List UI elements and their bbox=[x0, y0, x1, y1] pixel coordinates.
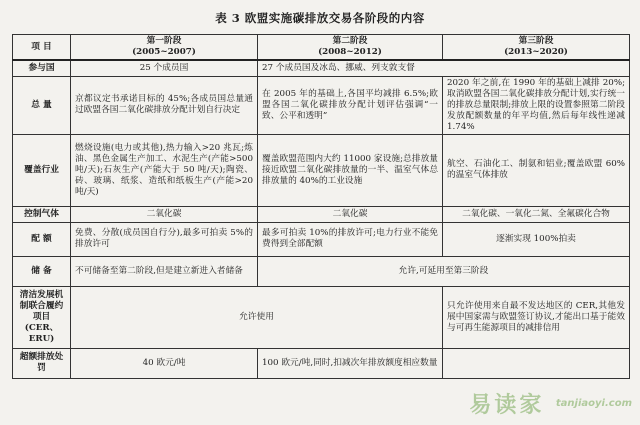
total-phase-3: 2020 年之前,在 1990 年的基础上减排 20%;取消欧盟各国二氧化碳排放分配计划,实行统一的排放总量限制;排放上限的设置参照第二阶段发放配额数量的年平均值,然后每年线性递减 1.74% bbox=[443, 76, 630, 134]
row-allocation bbox=[13, 222, 630, 256]
coverage-phase-2: 覆盖欧盟范围内大约 11000 家设施;总排放量接近欧盟二氧化碳排放量的一半、温室气体总排放量的 40%的工业设施 bbox=[258, 134, 443, 206]
total-phase-2: 在 2005 年的基础上,各国平均减排 6.5%;欧盟各国二氧化碳排放分配计划评估强调“一致、公平和透明” bbox=[258, 76, 443, 134]
phase-3-years: (2013~2020) bbox=[504, 47, 568, 57]
banking-phase-2-3: 允许,可延用至第三阶段 bbox=[258, 256, 630, 286]
row-gas bbox=[13, 206, 630, 222]
row-cdm bbox=[13, 286, 630, 348]
total-label: 总 量 bbox=[13, 76, 71, 134]
penalty-phase-2: 100 欧元/吨,同时,扣减次年排放额度相应数量 bbox=[258, 348, 443, 378]
allocation-label: 配 额 bbox=[13, 222, 71, 256]
banking-phase-1: 不可储备至第二阶段,但是建立新进入者储备 bbox=[71, 256, 258, 286]
penalty-phase-3 bbox=[443, 348, 630, 378]
row-banking bbox=[13, 256, 630, 286]
watermark-text: 易读家 bbox=[469, 393, 545, 418]
coverage-phase-3: 航空、石油化工、制氨和铝业;覆盖欧盟 60%的温室气体排放 bbox=[443, 134, 630, 206]
phase-1-name: 第一阶段 bbox=[146, 36, 182, 46]
participants-phase-1: 25 个成员国 bbox=[71, 60, 258, 76]
total-phase-1: 京都议定书承诺目标的 45%;各成员国总量通过欧盟各国二氧化碳排放分配计划自行决定 bbox=[71, 76, 258, 134]
coverage-label: 覆盖行业 bbox=[13, 134, 71, 206]
gas-phase-2: 二氧化碳 bbox=[258, 206, 443, 222]
penalty-label: 超额排放处罚 bbox=[13, 348, 71, 378]
phase-3-name: 第三阶段 bbox=[518, 36, 554, 46]
coverage-phase-1: 燃烧设施(电力或其他),热力输入>20 兆瓦;炼油、黑色金属生产加工、水泥生产(产能>500 吨/天);石灰生产(产能大于 50 吨/天);陶瓷、砖、玻璃、纸浆、造纸和纸板生产(产能>20 吨/天) bbox=[71, 134, 258, 206]
allocation-phase-1: 免费、分散(成员国自行分),最多可拍卖 5%的排放许可 bbox=[71, 222, 258, 256]
row-total bbox=[13, 76, 630, 134]
header-phase-2 bbox=[258, 35, 443, 61]
participants-phase-2-3: 27 个成员国及冰岛、挪威、列支敦支督 bbox=[258, 60, 630, 76]
header-phase-3 bbox=[443, 35, 630, 61]
row-penalty bbox=[13, 348, 630, 378]
cdm-phase-3: 只允许使用来自最不发达地区的 CER,其他发展中国家需与欧盟签订协议,才能出口基于能效与可再生能源项目的减排信用 bbox=[443, 286, 630, 348]
gas-phase-1: 二氧化碳 bbox=[71, 206, 258, 222]
allocation-phase-3: 逐渐实现 100%拍卖 bbox=[443, 222, 630, 256]
table-header-row bbox=[13, 35, 630, 61]
row-participants bbox=[13, 60, 630, 76]
eu-ets-phases-table bbox=[12, 34, 630, 379]
cdm-phase-1-2: 允许使用 bbox=[71, 286, 443, 348]
table-title: 表 3 欧盟实施碳排放交易各阶段的内容 bbox=[215, 11, 425, 25]
phase-1-years: (2005~2007) bbox=[132, 47, 196, 57]
header-phase-1 bbox=[71, 35, 258, 61]
row-coverage bbox=[13, 134, 630, 206]
penalty-phase-1: 40 欧元/吨 bbox=[71, 348, 258, 378]
watermark-url: tanjiaoyi.com bbox=[555, 398, 632, 409]
header-item: 项 目 bbox=[13, 35, 71, 61]
banking-label: 储 备 bbox=[13, 256, 71, 286]
gas-phase-3: 二氧化碳、一氧化二氮、全氟碳化合物 bbox=[443, 206, 630, 222]
allocation-phase-2: 最多可拍卖 10%的排放许可;电力行业不能免费得到全部配额 bbox=[258, 222, 443, 256]
gas-label: 控制气体 bbox=[13, 206, 71, 222]
phase-2-name: 第二阶段 bbox=[332, 36, 368, 46]
phase-2-years: (2008~2012) bbox=[318, 47, 382, 57]
participants-label: 参与国 bbox=[13, 60, 71, 76]
cdm-label: 清洁发展机制联合履约项目(CER、ERU) bbox=[13, 286, 71, 348]
watermark-logo bbox=[469, 388, 632, 419]
